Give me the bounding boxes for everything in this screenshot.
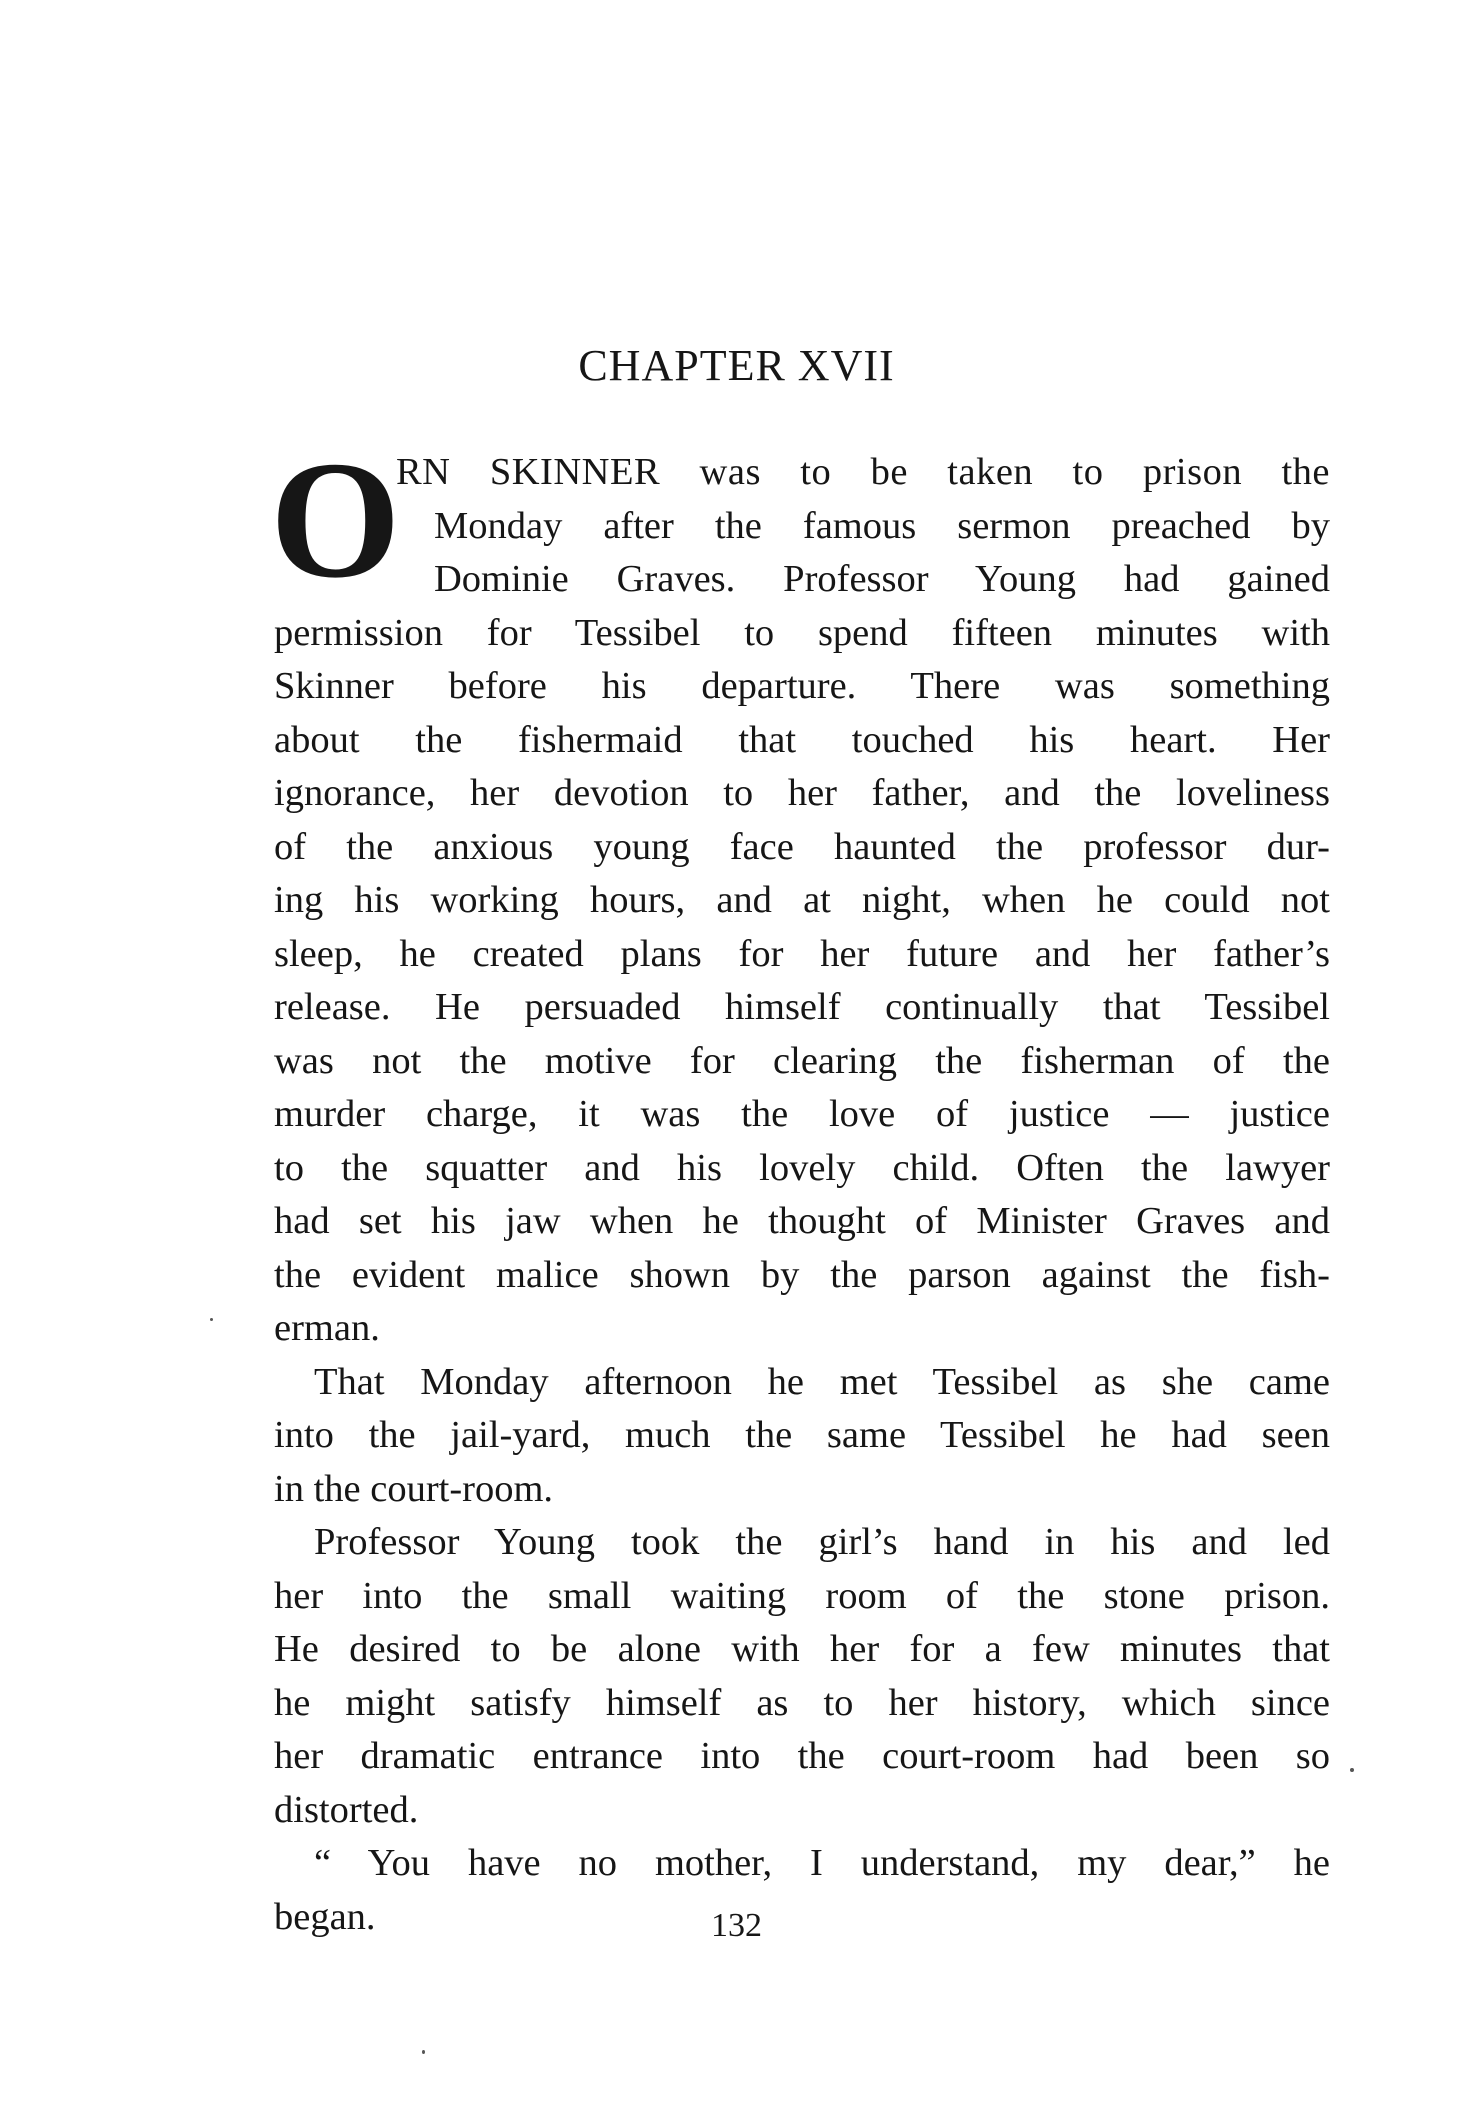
- opening-line: Monday after the famous sermon preached by: [434, 504, 1330, 547]
- paragraph-3: [274, 1516, 1330, 1837]
- drop-cap: O: [270, 427, 401, 613]
- text-line: murder charge, it was the love of justice — justice: [274, 1093, 1330, 1135]
- ink-speck: [422, 2050, 425, 2054]
- chapter-body: [270, 427, 1330, 1944]
- text-line: into the jail-yard, much the same Tessibel he had seen: [274, 1414, 1330, 1456]
- text-line: permission for Tessibel to spend fifteen minutes with: [274, 611, 1330, 654]
- text-line: about the fishermaid that touched his heart. Her: [274, 718, 1330, 761]
- ink-speck: [210, 1318, 213, 1321]
- text-line: Skinner before his departure. There was something: [274, 665, 1330, 707]
- text-line: distorted.: [274, 1788, 419, 1831]
- text-line: That Monday afternoon he met Tessibel as she came: [314, 1360, 1330, 1403]
- paragraph-1: [274, 607, 1330, 1356]
- chapter-title: CHAPTER XVII: [578, 341, 895, 390]
- paragraph-2: [274, 1356, 1330, 1517]
- text-line: was not the motive for clearing the fisherman of the: [274, 1039, 1330, 1082]
- text-line: her into the small waiting room of the stone prison.: [274, 1574, 1330, 1617]
- text-line: her dramatic entrance into the court-room had been so: [274, 1735, 1330, 1777]
- text-line: had set his jaw when he thought of Minister Graves and: [274, 1200, 1330, 1242]
- text-line: began.: [274, 1895, 376, 1938]
- text-line: to the squatter and his lovely child. Often the lawyer: [274, 1146, 1330, 1189]
- opening-paragraph: [270, 427, 1330, 613]
- text-line: he might satisfy himself as to her history, which since: [274, 1681, 1330, 1724]
- text-line: of the anxious young face haunted the professor dur-: [274, 825, 1330, 868]
- text-line: sleep, he created plans for her future and her father’s: [274, 932, 1330, 975]
- text-line: ing his working hours, and at night, when he could not: [274, 879, 1330, 921]
- text-line: in the court-room.: [274, 1467, 554, 1510]
- page-number: 132: [711, 1907, 762, 1944]
- ink-speck: [1350, 1768, 1354, 1772]
- text-line: erman.: [274, 1307, 380, 1349]
- text-line: He desired to be alone with her for a few minutes that: [274, 1628, 1330, 1670]
- opening-line: Dominie Graves. Professor Young had gained: [434, 558, 1330, 600]
- text-line: the evident malice shown by the parson against the fish-: [274, 1253, 1330, 1296]
- text-line: release. He persuaded himself continually that Tessibel: [274, 986, 1330, 1028]
- text-line: “ You have no mother, I understand, my dear,” he: [314, 1842, 1330, 1884]
- opening-line: RN SKINNER was to be taken to prison the: [396, 451, 1330, 493]
- text-line: ignorance, her devotion to her father, and the loveliness: [274, 772, 1330, 814]
- text-line: Professor Young took the girl’s hand in his and led: [314, 1521, 1330, 1563]
